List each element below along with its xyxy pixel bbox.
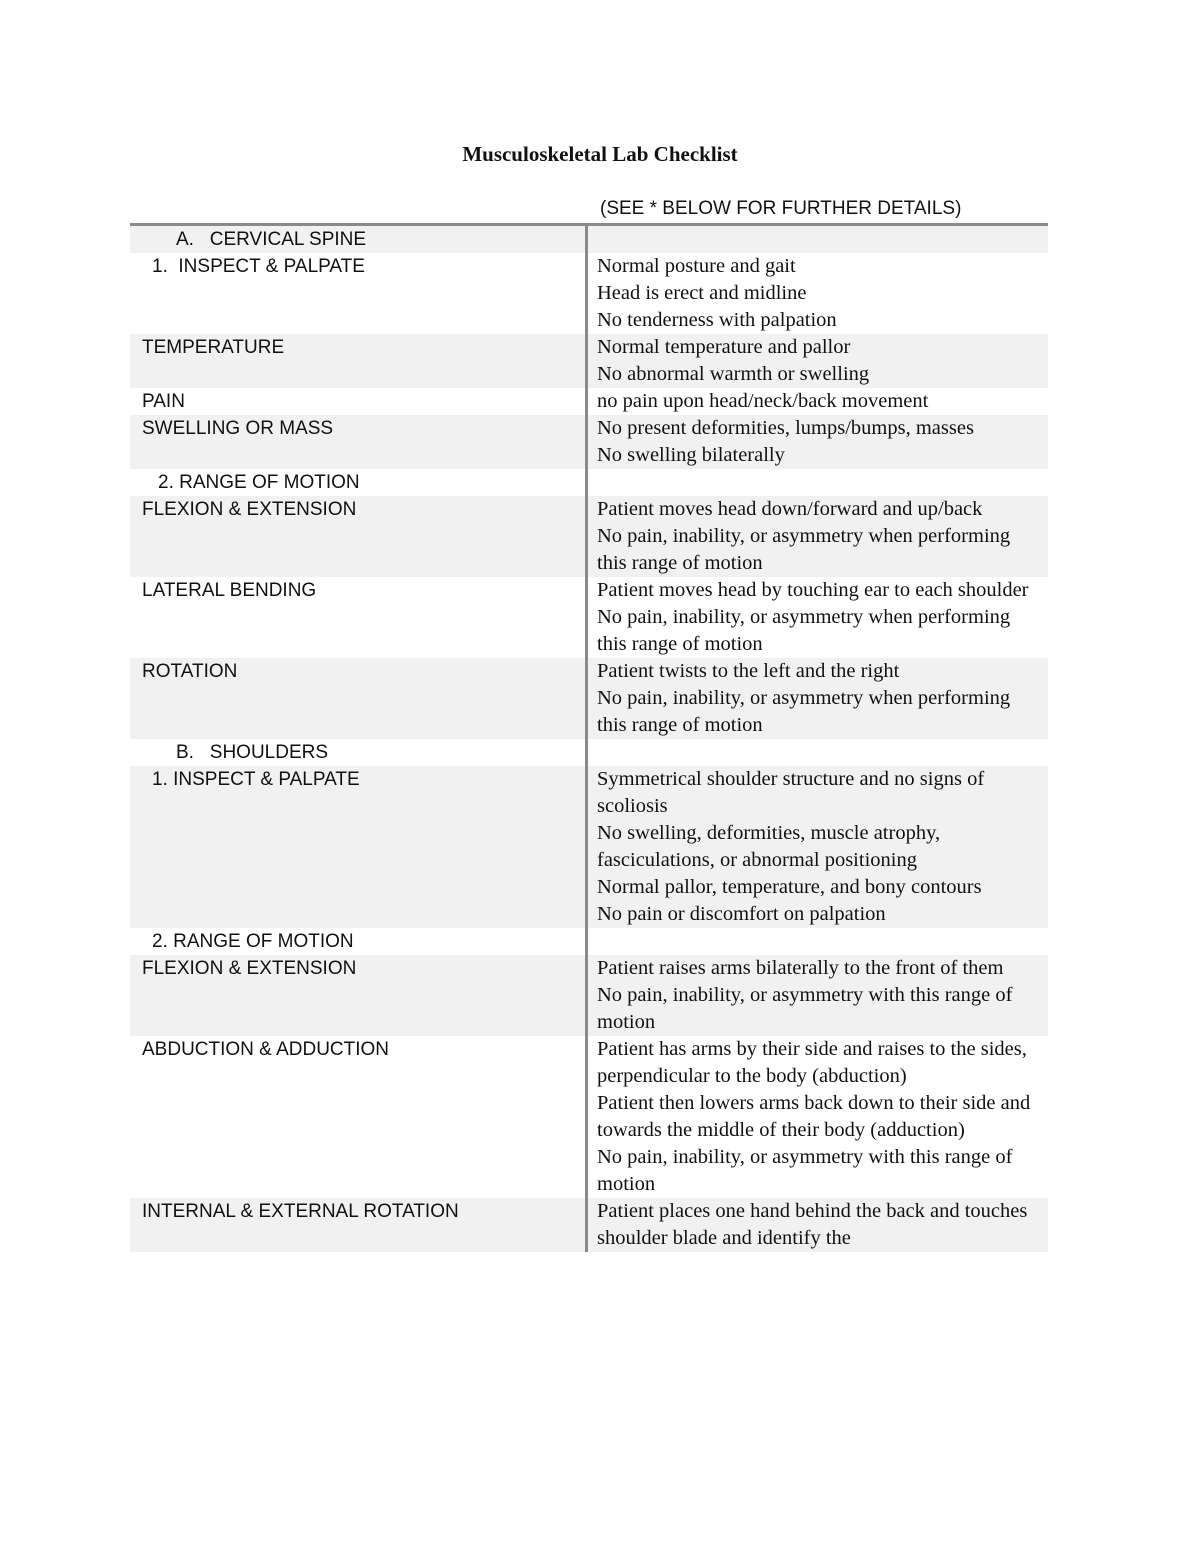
- finding-line: No pain, inability, or asymmetry when performing this range of motion: [597, 525, 1011, 574]
- row-label: B. SHOULDERS: [130, 739, 588, 766]
- finding-line: Normal pallor, temperature, and bony contours: [597, 876, 982, 898]
- finding-line: Patient twists to the left and the right: [597, 660, 900, 682]
- row-findings: [588, 496, 1048, 577]
- row-findings: [588, 388, 1048, 415]
- row-findings: [588, 253, 1048, 334]
- row-label: ROTATION: [130, 658, 588, 739]
- row-findings: [588, 1036, 1048, 1198]
- finding-line: No swelling bilaterally: [597, 444, 785, 466]
- table-row: [130, 253, 1048, 334]
- header-note: (SEE * BELOW FOR FURTHER DETAILS): [600, 198, 962, 219]
- finding-line: No abnormal warmth or swelling: [597, 363, 870, 385]
- table-row: [130, 1036, 1048, 1198]
- finding-line: Symmetrical shoulder structure and no signs of scoliosis: [597, 768, 985, 817]
- table-row: [130, 1198, 1048, 1252]
- document-title: Musculoskeletal Lab Checklist: [462, 142, 738, 166]
- finding-line: No tenderness with palpation: [597, 309, 837, 331]
- row-findings: [588, 739, 1048, 766]
- table-row: [130, 415, 1048, 469]
- row-label: SWELLING OR MASS: [130, 415, 588, 469]
- table-row: [130, 766, 1048, 928]
- row-label: TEMPERATURE: [130, 334, 588, 388]
- row-findings: [588, 577, 1048, 658]
- finding-line: Patient moves head down/forward and up/back: [597, 498, 983, 520]
- finding-line: No pain, inability, or asymmetry when performing this range of motion: [597, 606, 1011, 655]
- table-row: [130, 658, 1048, 739]
- row-findings: [588, 955, 1048, 1036]
- row-findings: [588, 469, 1048, 496]
- table-row: [130, 577, 1048, 658]
- finding-line: No pain, inability, or asymmetry with this range of motion: [597, 1146, 1013, 1195]
- row-label: 1. INSPECT & PALPATE: [130, 253, 588, 334]
- row-findings: [588, 415, 1048, 469]
- finding-line: Patient moves head by touching ear to each shoulder: [597, 579, 1029, 601]
- row-label: 2. RANGE OF MOTION: [130, 928, 588, 955]
- finding-line: No present deformities, lumps/bumps, masses: [597, 417, 974, 439]
- row-label: INTERNAL & EXTERNAL ROTATION: [130, 1198, 588, 1252]
- table-row: [130, 388, 1048, 415]
- row-findings: [588, 334, 1048, 388]
- finding-line: Patient then lowers arms back down to their side and towards the middle of their body (adduction): [597, 1092, 1031, 1141]
- finding-line: No pain, inability, or asymmetry with this range of motion: [597, 984, 1013, 1033]
- row-label: 1. INSPECT & PALPATE: [130, 766, 588, 928]
- table-row: [130, 469, 1048, 496]
- table-row: [130, 496, 1048, 577]
- row-label: FLEXION & EXTENSION: [130, 955, 588, 1036]
- row-findings: [588, 766, 1048, 928]
- finding-line: Patient raises arms bilaterally to the front of them: [597, 957, 1004, 979]
- row-findings: [588, 928, 1048, 955]
- table-header: [130, 196, 1048, 226]
- table-row: [130, 955, 1048, 1036]
- finding-line: Head is erect and midline: [597, 282, 807, 304]
- table-row: [130, 226, 1048, 253]
- row-label: PAIN: [130, 388, 588, 415]
- finding-line: No pain or discomfort on palpation: [597, 903, 886, 925]
- table-row: [130, 928, 1048, 955]
- finding-line: No swelling, deformities, muscle atrophy, fasciculations, or abnormal positioning: [597, 822, 941, 871]
- finding-line: Normal posture and gait: [597, 255, 796, 277]
- finding-line: Patient has arms by their side and raises to the sides, perpendicular to the body (abduction): [597, 1038, 1027, 1087]
- finding-line: Patient places one hand behind the back and touches shoulder blade and identify the: [597, 1200, 1028, 1249]
- row-label: A. CERVICAL SPINE: [130, 226, 588, 253]
- row-findings: [588, 226, 1048, 253]
- table-row: [130, 739, 1048, 766]
- row-findings: [588, 658, 1048, 739]
- finding-line: No pain, inability, or asymmetry when performing this range of motion: [597, 687, 1011, 736]
- row-label: LATERAL BENDING: [130, 577, 588, 658]
- row-label: FLEXION & EXTENSION: [130, 496, 588, 577]
- table-row: [130, 334, 1048, 388]
- row-findings: [588, 1198, 1048, 1252]
- row-label: ABDUCTION & ADDUCTION: [130, 1036, 588, 1198]
- finding-line: Normal temperature and pallor: [597, 336, 851, 358]
- row-label: 2. RANGE OF MOTION: [130, 469, 588, 496]
- finding-line: no pain upon head/neck/back movement: [597, 390, 929, 412]
- table-body: [130, 226, 1048, 1252]
- checklist-table: [130, 196, 1048, 1252]
